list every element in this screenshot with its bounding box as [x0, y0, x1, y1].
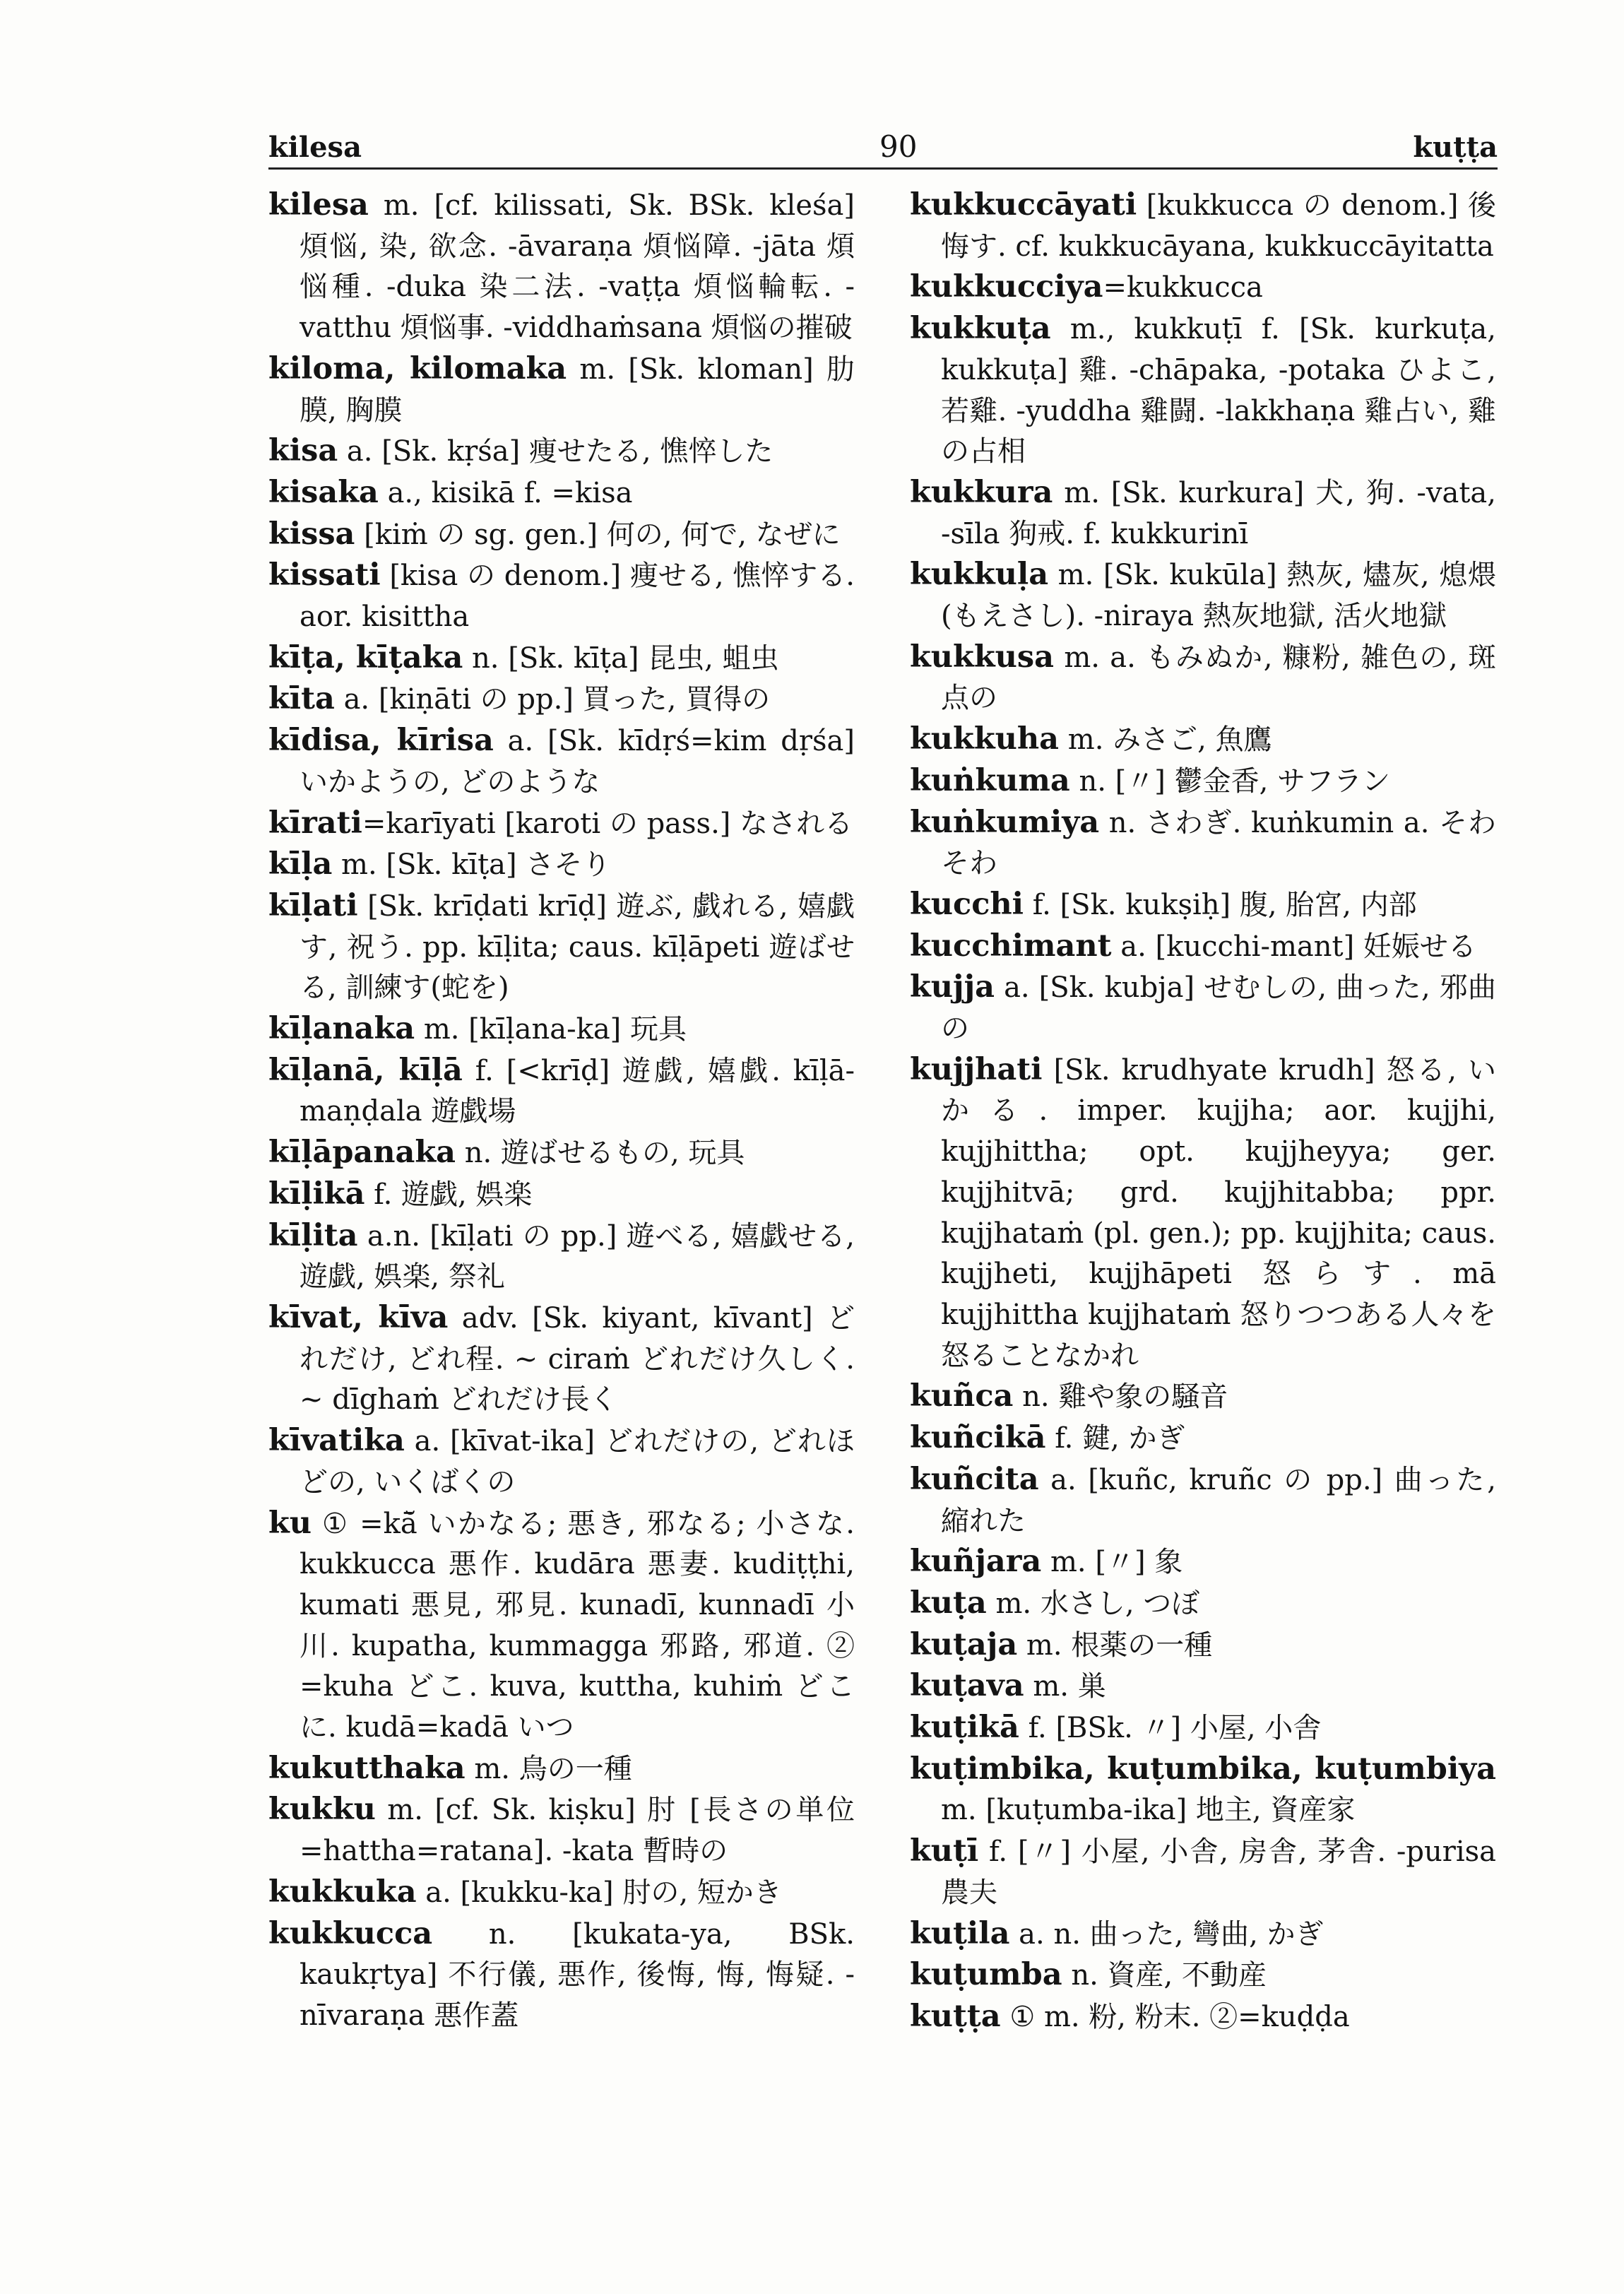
- entry-definition: m. [Sk. kloman] 肋膜, 胸膜: [300, 353, 855, 427]
- entry-definition: ① m. 粉, 粉末. ②=kuḍḍa: [1000, 2000, 1350, 2033]
- entry-headword: kujja: [910, 969, 995, 1005]
- entry-definition: m. 巣: [1024, 1670, 1106, 1703]
- dictionary-entry: [268, 679, 855, 721]
- entry-headword: kīḷāpanaka: [268, 1135, 456, 1171]
- entry-definition: =karīyati [karoti の pass.] なされる: [362, 807, 853, 840]
- entry-definition: [kiṁ の sg. gen.] 何の, 何で, なぜに: [355, 518, 841, 551]
- entry-definition: adv. [Sk. kiyant, kīvant] どれだけ, どれ程. ~ ciraṁ どれだけ久しく. ~ dīghaṁ どれだけ長く: [300, 1301, 855, 1417]
- entry-headword: kilesa: [268, 187, 369, 223]
- entry-definition: n. 遊ばせるもの, 玩具: [456, 1137, 745, 1170]
- entry-headword: kukkuḷa: [910, 557, 1049, 593]
- page-header: [268, 120, 1498, 170]
- entry-definition: m. [kuṭumba-ika] 地主, 資産家: [941, 1794, 1356, 1827]
- entry-definition: n. さわぎ. kuṅkumin a. そわそわ: [941, 806, 1496, 880]
- dictionary-entry: [268, 1298, 855, 1421]
- dictionary-entry: [268, 1051, 855, 1133]
- dictionary-entry: [910, 1542, 1496, 1583]
- dictionary-entry: [910, 1831, 1496, 1913]
- entry-headword: kuṭimbika, kuṭumbika, kuṭumbiya: [910, 1751, 1496, 1787]
- entry-headword: kuñcita: [910, 1461, 1039, 1497]
- entry-definition: n. 資産, 不動産: [1062, 1959, 1267, 1992]
- dictionary-entry: [268, 1174, 855, 1216]
- dictionary-entry: [910, 885, 1496, 926]
- dictionary-entry: [910, 309, 1496, 473]
- entry-headword: kiloma, kilomaka: [268, 350, 567, 386]
- entry-headword: kukkuha: [910, 721, 1060, 757]
- entry-headword: kīrati: [268, 805, 362, 841]
- entry-definition: f. [Sk. kukṣiḥ] 腹, 胎宮, 内部: [1024, 888, 1417, 921]
- entry-definition: a.n. [kīḷati の pp.] 遊べる, 嬉戯せる, 遊戯, 娯楽, 祭礼: [300, 1219, 855, 1294]
- dictionary-entry: [268, 473, 855, 514]
- entry-headword: kukkucca: [268, 1915, 433, 1951]
- dictionary-entry: [268, 1503, 855, 1749]
- dictionary-entry: [268, 349, 855, 431]
- entry-headword: kuṅkuma: [910, 762, 1070, 798]
- left-running-head: kilesa: [268, 131, 362, 164]
- entry-definition: [Sk. krīḍati krīḍ] 遊ぶ, 戯れる, 嬉戯す, 祝う. pp. kīḷita; caus. kīḷāpeti 遊ばせる, 訓練す(蛇を): [300, 889, 855, 1005]
- entry-headword: kukku: [268, 1792, 376, 1828]
- entry-headword: kīḷita: [268, 1217, 358, 1253]
- entry-definition: m. [〃] 象: [1041, 1546, 1183, 1579]
- entry-definition: n. [〃] 鬱金香, サフラン: [1069, 764, 1391, 798]
- entry-headword: kuṭṭa: [910, 1998, 1001, 2034]
- entry-headword: kisa: [268, 433, 338, 469]
- dictionary-entry: [910, 719, 1496, 761]
- entry-headword: kuṭava: [910, 1668, 1024, 1704]
- entry-definition: n. [kukata-ya, BSk. kaukṛtya] 不行儀, 悪作, 後悔, 悔, 悔疑. -nīvaraṇa 悪作蓋: [300, 1917, 855, 2032]
- entry-definition: n. [Sk. kīṭa] 昆虫, 蛆虫: [463, 642, 779, 675]
- dictionary-entry: [268, 803, 855, 845]
- dictionary-entry: [910, 267, 1496, 309]
- entry-headword: kuṭī: [910, 1833, 979, 1869]
- entry-definition: a. [kiṇāti の pp.] 買った, 買得の: [334, 683, 771, 716]
- entry-definition: [Sk. krudhyate krudh] 怒る, いかる. imper. kujjha; aor. kujjhi, kujjhittha; opt. kujjheyya; ger. kujjhitvā; grd. kujjhitabba; ppr. kujjhataṁ (pl. gen.); pp. kujjhita; caus. kujjheti, kujjhāpeti 怒らす. mā kujjhittha kujjhataṁ 怒りつつある人々を怒ることなかれ: [941, 1053, 1496, 1372]
- dictionary-entry: [910, 185, 1496, 267]
- entry-definition: a., kisikā f. =kisa: [378, 476, 633, 509]
- dictionary-entry: [910, 637, 1496, 719]
- entry-definition: a. n. 曲った, 彎曲, かぎ: [1009, 1917, 1324, 1951]
- entry-headword: kuñcikā: [910, 1420, 1046, 1456]
- entry-headword: kuṭa: [910, 1585, 987, 1621]
- entry-definition: a. [Sk. kṛśa] 痩せたる, 憔悴した: [338, 435, 774, 468]
- entry-definition: [kukkucca の denom.] 後悔す. cf. kukkucāyana, kukkuccāyitatta: [941, 189, 1496, 263]
- right-running-head: kuṭṭa: [1413, 131, 1498, 164]
- left-column: [268, 185, 855, 2037]
- dictionary-entry: [268, 1914, 855, 2037]
- dictionary-entry: [268, 555, 855, 637]
- dictionary-entry: [910, 1666, 1496, 1708]
- dictionary-entry: [910, 1460, 1496, 1542]
- dictionary-entry: [910, 1749, 1496, 1831]
- entry-headword: kīvatika: [268, 1423, 405, 1459]
- dictionary-entry: [910, 473, 1496, 555]
- page-number: 90: [879, 129, 918, 164]
- entry-definition: f. [〃] 小屋, 小舎, 房舎, 茅舎. -purisa 農夫: [941, 1835, 1496, 1909]
- entry-definition: m. [cf. kilissati, Sk. BSk. kleśa] 煩悩, 染, 欲念. -āvaraṇa 煩悩障. -jāta 煩悩種. -duka 染二法. -vaṭṭa 煩悩輪転. -vatthu 煩悩事. -viddhaṁsana 煩悩の摧破: [300, 189, 855, 345]
- entry-headword: kucchi: [910, 886, 1024, 922]
- entry-headword: kukkura: [910, 474, 1053, 510]
- right-column: [910, 185, 1496, 2038]
- dictionary-entry: [268, 1216, 855, 1298]
- dictionary-entry: [910, 926, 1496, 968]
- entry-headword: kucchimant: [910, 928, 1112, 964]
- entry-headword: kissati: [268, 557, 381, 593]
- entry-headword: kuṅkumiya: [910, 804, 1100, 840]
- entry-headword: kisaka: [268, 474, 379, 510]
- dictionary-entry: [910, 761, 1496, 803]
- entry-headword: kīḷati: [268, 887, 358, 923]
- entry-definition: m. [kīḷana-ka] 玩具: [415, 1013, 687, 1046]
- entry-headword: kukkuṭa: [910, 311, 1051, 347]
- entry-definition: f. 遊戯, 娯楽: [364, 1178, 533, 1211]
- dictionary-entry: [910, 555, 1496, 637]
- entry-headword: kīḷikā: [268, 1176, 365, 1212]
- entry-headword: kuṭumba: [910, 1957, 1062, 1993]
- dictionary-entry: [268, 1872, 855, 1914]
- entry-definition: =kukkucca: [1103, 271, 1263, 305]
- entry-definition: m. 鳥の一種: [465, 1752, 632, 1785]
- entry-definition: f. [<krīḍ] 遊戯, 嬉戯. kīḷā-maṇḍala 遊戯場: [300, 1054, 855, 1128]
- entry-definition: a. [kucchi-mant] 妊娠せる: [1111, 930, 1476, 963]
- entry-definition: m. [Sk. kukūla] 熱灰, 燼灰, 熄煨(もえさし). -niraya 熱灰地獄, 活火地獄: [941, 559, 1496, 633]
- entry-headword: ku: [268, 1505, 312, 1541]
- entry-headword: kissa: [268, 516, 355, 552]
- entry-headword: kīṭa, kīṭaka: [268, 639, 463, 675]
- entry-headword: kīḷa: [268, 846, 333, 882]
- dictionary-entry: [910, 1050, 1496, 1377]
- dictionary-entry: [268, 185, 855, 349]
- entry-definition: f. [BSk. 〃] 小屋, 小舎: [1019, 1712, 1322, 1745]
- entry-definition: n. 雞や象の騒音: [1013, 1380, 1228, 1414]
- dictionary-entry: [910, 1708, 1496, 1749]
- entry-headword: kukkucciya: [910, 269, 1103, 305]
- entry-definition: a. [kīvat-ika] どれだけの, どれほどの, いくばくの: [300, 1425, 855, 1498]
- dictionary-entry: [268, 638, 855, 680]
- entry-headword: kīvat, kīva: [268, 1299, 449, 1335]
- entry-definition: ① =kā̆ いかなる; 悪き, 邪なる; 小さな. kukkucca 悪作. kudāra 悪妻. kudiṭṭhi, kumati 悪見, 邪見. kunadī, kunnadī 小川. kupatha, kummagga 邪路, 邪道. ② =kuha どこ. kuva, kuttha, kuhiṁ どこに. kudā=kadā いつ: [300, 1507, 855, 1744]
- entry-definition: a. [kuñc, kruñc の pp.] 曲った, 縮れた: [941, 1463, 1496, 1537]
- dictionary-entry: [268, 721, 855, 803]
- dictionary-entry: [268, 1133, 855, 1174]
- entry-definition: m. [cf. Sk. kiṣku] 肘 [長さの単位=hattha=ratana]. -kata 暫時の: [300, 1794, 855, 1868]
- dictionary-entry: [268, 886, 855, 1009]
- dictionary-entry: [268, 1790, 855, 1872]
- entry-definition: m. [Sk. kīṭa] さそり: [332, 849, 611, 882]
- entry-definition: [kisa の denom.] 痩せる, 憔悴する. aor. kisittha: [300, 560, 855, 634]
- entry-headword: kīḷanaka: [268, 1011, 415, 1047]
- entry-definition: a. [Sk. kubja] せむしの, 曲った, 邪曲の: [941, 971, 1496, 1046]
- entry-headword: kukkusa: [910, 639, 1054, 675]
- entry-headword: kīdisa, kīrisa: [268, 723, 494, 759]
- dictionary-entry: [268, 844, 855, 886]
- dictionary-entry: [910, 967, 1496, 1049]
- dictionary-entry: [268, 1009, 855, 1051]
- entry-definition: m. みさご, 魚鷹: [1059, 723, 1272, 757]
- entry-definition: m. [Sk. kurkura] 犬, 狗. -vata, -sīla 狗戒. f. kukkurinī: [941, 476, 1496, 550]
- header-rule: [268, 167, 1498, 170]
- dictionary-entry: [910, 1418, 1496, 1460]
- dictionary-entry: [910, 1955, 1496, 1997]
- dictionary-entry: [268, 1421, 855, 1503]
- dictionary-entry: [910, 1625, 1496, 1667]
- dictionary-entry: [268, 1749, 855, 1790]
- dictionary-entry: [910, 1914, 1496, 1956]
- entry-definition: m., kukkuṭī f. [Sk. kurkuṭa, kukkuṭa] 雞. -chāpaka, -potaka ひよこ, 若雞. -yuddha 雞闘. -lakkhaṇa 雞占い, 雞の占相: [941, 313, 1496, 468]
- entry-headword: kukutthaka: [268, 1750, 466, 1786]
- entry-headword: kukkuccāyati: [910, 187, 1137, 223]
- entry-definition: m. a. もみぬか, 糠粉, 雑色の, 斑点の: [941, 641, 1496, 715]
- entry-headword: kuñca: [910, 1378, 1014, 1414]
- dictionary-entry: [910, 1376, 1496, 1418]
- entry-headword: kīta: [268, 681, 335, 717]
- entry-headword: kukkuka: [268, 1874, 417, 1910]
- dictionary-entry: [268, 514, 855, 556]
- dictionary-entry: [268, 431, 855, 473]
- entry-headword: kuñjara: [910, 1544, 1042, 1580]
- entry-definition: a. [Sk. kīdṛś=kim dṛśa] いかようの, どのような: [300, 725, 855, 798]
- entry-headword: kuṭaja: [910, 1626, 1018, 1662]
- entry-definition: m. 根薬の一種: [1017, 1628, 1213, 1662]
- entry-definition: m. 水さし, つぼ: [986, 1587, 1200, 1620]
- entry-definition: f. 鍵, かぎ: [1045, 1422, 1185, 1455]
- dictionary-entry: [910, 803, 1496, 885]
- entry-headword: kujjhati: [910, 1051, 1043, 1087]
- dictionary-entry: [910, 1997, 1496, 2038]
- entry-headword: kīḷanā, kīḷā: [268, 1052, 463, 1088]
- dictionary-entry: [910, 1583, 1496, 1625]
- entry-headword: kuṭikā: [910, 1710, 1019, 1746]
- entry-headword: kuṭila: [910, 1915, 1010, 1951]
- entry-definition: a. [kukku-ka] 肘の, 短かき: [416, 1876, 782, 1909]
